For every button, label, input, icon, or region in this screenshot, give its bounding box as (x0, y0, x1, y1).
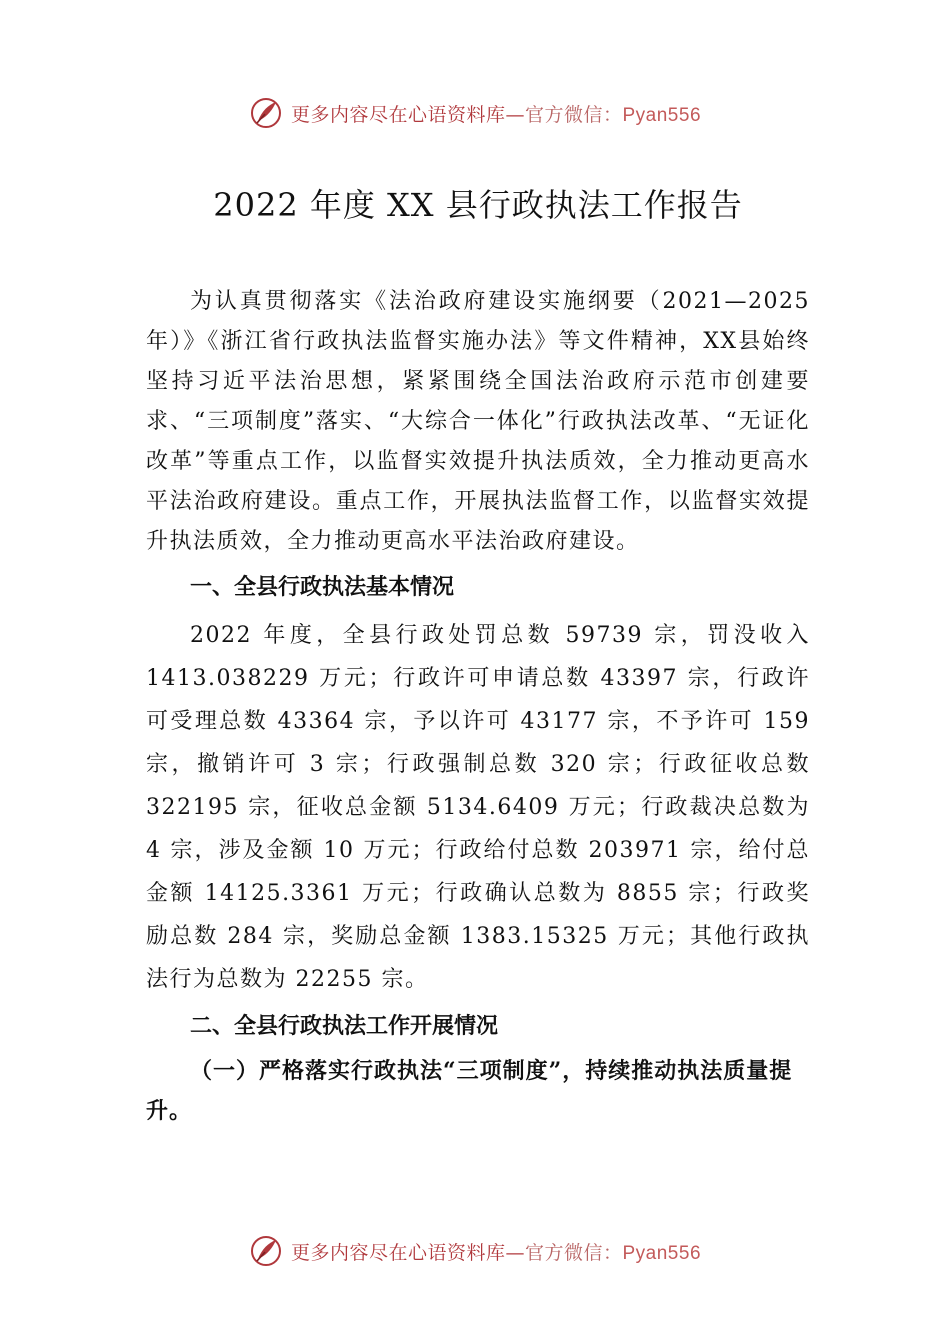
watermark-label: 官方微信： (524, 103, 623, 126)
document-title: 2022 年度 XX 县行政执法工作报告 (213, 186, 743, 224)
watermark-footer (0, 1234, 950, 1268)
watermark-brand: 更多内容尽在心语资料库 (290, 103, 506, 126)
watermark-dash: — (505, 1241, 525, 1264)
feather-pen-logo-icon (249, 1234, 283, 1268)
section2-heading: 二、全县行政执法工作开展情况 (190, 1014, 499, 1039)
feather-pen-logo-icon (249, 96, 283, 130)
section1-paragraph: 2022 年度，全县行政处罚总数 59739 宗，罚没收入 1413.038229 万元；行政许可申请总数 43397 宗，行政许可受理总数 43364 宗，予以许可 43177 宗，不予许可 159 宗，撤销许可 3 宗；行政强制总数 320 宗；行政征收总数 322195 宗，征收总金额 5134.6409 万元；行政裁决总数为 4 宗，涉及金额 10 万元；行政给付总数 203971 宗，给付总金额 14125.3361 万元；行政确认总数为 8855 宗；行政奖励总数 284 宗，奖励总金额 1383.15325 万元；其他行政执法行为总数为 22255 宗。 (146, 623, 810, 992)
watermark-brand: 更多内容尽在心语资料库 (290, 1241, 506, 1264)
watermark-label: 官方微信： (524, 1241, 623, 1264)
watermark-account: Pyan556 (622, 104, 702, 126)
subsection1-heading: （一）严格落实行政执法“三项制度”，持续推动执法质量提升。 (146, 1058, 793, 1124)
intro-paragraph: 为认真贯彻落实《法治政府建设实施纲要（2021—2025年）》《浙江省行政执法监督实施办法》等文件精神，XX县始终坚持习近平法治思想，紧紧围绕全国法治政府示范市创建要求、“三项制度”落实、“大综合一体化”行政执法改革、“无证化改革”等重点工作，以监督实效提升执法质效，全力推动更高水平法治政府建设。重点工作，开展执法监督工作，以监督实效提升执法质效，全力推动更高水平法治政府建设。 (146, 289, 810, 554)
watermark-text (291, 100, 701, 127)
watermark-text (291, 1238, 701, 1265)
section1-heading: 一、全县行政执法基本情况 (190, 575, 455, 600)
watermark-account: Pyan556 (622, 1242, 702, 1264)
watermark-dash: — (505, 103, 525, 126)
document-body (146, 180, 810, 1131)
watermark-header (0, 96, 950, 130)
